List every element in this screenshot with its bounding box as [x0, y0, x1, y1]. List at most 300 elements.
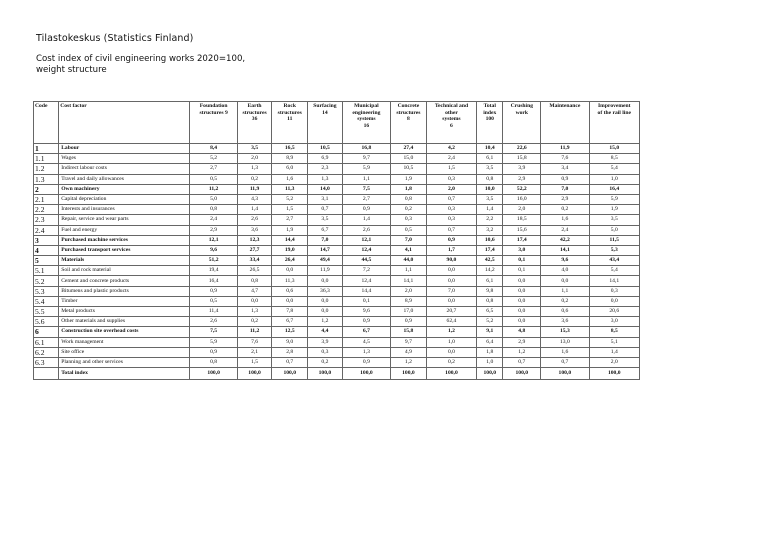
- cell-value: 1,9: [391, 174, 427, 184]
- cell-value: 3,9: [308, 337, 343, 347]
- row-code: [34, 368, 59, 380]
- cell-value: 1,2: [391, 357, 427, 367]
- total-value: 100,0: [477, 368, 503, 380]
- cell-value: 27,7: [237, 245, 272, 255]
- table-row: [34, 266, 640, 276]
- cell-value: 7,8: [272, 307, 308, 317]
- cell-value: 12,5: [272, 327, 308, 337]
- cell-value: 42,5: [477, 256, 503, 266]
- cell-value: 7,6: [541, 154, 589, 164]
- cell-value: 2,7: [272, 215, 308, 225]
- table-row: [34, 144, 640, 154]
- row-code: 1: [34, 144, 59, 154]
- cell-value: 10,4: [477, 144, 503, 154]
- cell-value: 8,5: [589, 327, 640, 337]
- cell-value: 5,0: [589, 225, 640, 235]
- cell-value: 15,3: [541, 327, 589, 337]
- weight-structure-table: [33, 101, 640, 380]
- header-line: 14: [322, 109, 328, 116]
- header-line: Surfacing: [313, 103, 337, 109]
- header-line: Total: [483, 103, 496, 109]
- cell-value: 18,5: [503, 215, 541, 225]
- row-cost-factor: Soil and rock material: [59, 266, 190, 276]
- cell-value: 12,1: [342, 235, 390, 245]
- row-cost-factor: Metal products: [59, 307, 190, 317]
- header-line: Maintenance: [549, 103, 581, 109]
- cell-value: 15,6: [503, 225, 541, 235]
- table-row: [34, 317, 640, 327]
- total-value: 100,0: [308, 368, 343, 380]
- cell-value: 5,2: [190, 154, 237, 164]
- header-line: 6: [450, 122, 453, 129]
- cell-value: 11,4: [190, 307, 237, 317]
- header-col-5: [391, 102, 427, 144]
- cell-value: 0,3: [426, 215, 476, 225]
- cell-value: 6,7: [272, 317, 308, 327]
- cell-value: 1,0: [589, 174, 640, 184]
- cell-value: 17,0: [391, 307, 427, 317]
- cell-value: 20,6: [589, 307, 640, 317]
- cell-value: 17,4: [477, 245, 503, 255]
- cell-value: 6,1: [477, 276, 503, 286]
- cell-value: 1,2: [308, 317, 343, 327]
- header-line: structures 9: [199, 109, 228, 116]
- cell-value: 1,8: [391, 184, 427, 194]
- cell-value: 0,3: [426, 205, 476, 215]
- table-title: [36, 54, 245, 76]
- cell-value: 44,5: [342, 256, 390, 266]
- cell-value: 0,2: [237, 317, 272, 327]
- cell-value: 1,9: [589, 205, 640, 215]
- cell-value: 1,6: [541, 215, 589, 225]
- table-row: [34, 235, 640, 245]
- cell-value: 5,3: [589, 245, 640, 255]
- cell-value: 3,6: [237, 225, 272, 235]
- cell-value: 2,9: [541, 194, 589, 204]
- cell-value: 1,3: [342, 347, 390, 357]
- row-code: 4: [34, 245, 59, 255]
- table-row: [34, 184, 640, 194]
- cell-value: 12,1: [190, 235, 237, 245]
- header-col-6: [426, 102, 476, 144]
- table-row: [34, 327, 640, 337]
- cell-value: 42,2: [541, 235, 589, 245]
- header-col-8: [503, 102, 541, 144]
- header-line: 100: [485, 116, 494, 123]
- header-line: Improvement: [597, 103, 631, 109]
- cell-value: 9,0: [272, 337, 308, 347]
- row-cost-factor: Bitumens and plastic products: [59, 286, 190, 296]
- cell-value: 0,0: [308, 307, 343, 317]
- header-row: [34, 102, 640, 144]
- header-col-1: [237, 102, 272, 144]
- cell-value: 9,6: [190, 245, 237, 255]
- cell-value: 0,8: [237, 276, 272, 286]
- row-code: 2.2: [34, 205, 59, 215]
- cell-value: 4,3: [237, 194, 272, 204]
- cell-value: 4,0: [541, 266, 589, 276]
- cell-value: 12,3: [237, 235, 272, 245]
- cell-value: 1,3: [308, 174, 343, 184]
- row-cost-factor: Other materials and supplies: [59, 317, 190, 327]
- cell-value: 6,1: [477, 154, 503, 164]
- cell-value: 22,6: [503, 144, 541, 154]
- cell-value: 14,4: [272, 235, 308, 245]
- cell-value: 1,8: [477, 347, 503, 357]
- cell-value: 0,9: [342, 317, 390, 327]
- header-line: Municipal: [354, 103, 379, 109]
- cell-value: 1,6: [541, 347, 589, 357]
- row-code: 6: [34, 327, 59, 337]
- cell-value: 1,4: [237, 205, 272, 215]
- cell-value: 11,9: [308, 266, 343, 276]
- cell-value: 14,7: [308, 245, 343, 255]
- cell-value: 0,0: [272, 296, 308, 306]
- row-code: 6.1: [34, 337, 59, 347]
- cell-value: 5,4: [589, 266, 640, 276]
- cell-value: 3,1: [308, 194, 343, 204]
- cell-value: 15,0: [589, 144, 640, 154]
- cell-value: 0,0: [426, 296, 476, 306]
- header-line: 16: [363, 122, 370, 129]
- cell-value: 5,9: [190, 337, 237, 347]
- row-code: 1.2: [34, 164, 59, 174]
- cell-value: 0,0: [237, 296, 272, 306]
- cell-value: 1,2: [503, 347, 541, 357]
- cell-value: 44,0: [391, 256, 427, 266]
- header-line: structures: [277, 109, 302, 116]
- row-cost-factor: Materials: [59, 256, 190, 266]
- header-col-7: [477, 102, 503, 144]
- row-code: 3: [34, 235, 59, 245]
- row-code: 2.1: [34, 194, 59, 204]
- cell-value: 8,5: [589, 154, 640, 164]
- table-row: [34, 256, 640, 266]
- table-row: [34, 245, 640, 255]
- header-line: 11: [287, 116, 293, 123]
- cell-value: 0,8: [190, 357, 237, 367]
- header-line: of the rail line: [597, 109, 631, 116]
- header-line: Concrete: [397, 103, 420, 109]
- header-line: Foundation: [199, 103, 228, 109]
- table-row: [34, 357, 640, 367]
- row-cost-factor: Interests and insurances: [59, 205, 190, 215]
- cell-value: 5,2: [272, 194, 308, 204]
- cell-value: 8,9: [391, 296, 427, 306]
- cell-value: 19,0: [272, 245, 308, 255]
- cell-value: 1,5: [272, 205, 308, 215]
- cell-value: 17,4: [503, 235, 541, 245]
- row-code: 6.3: [34, 357, 59, 367]
- cell-value: 6,4: [477, 337, 503, 347]
- cell-value: 3,5: [589, 215, 640, 225]
- cell-value: 4,5: [342, 337, 390, 347]
- row-code: 5.2: [34, 276, 59, 286]
- total-value: 100,0: [272, 368, 308, 380]
- cell-value: 0,2: [541, 296, 589, 306]
- cell-value: 2,3: [308, 164, 343, 174]
- cell-value: 11,9: [541, 144, 589, 154]
- cell-value: 7,5: [190, 327, 237, 337]
- row-cost-factor: Fuel and energy: [59, 225, 190, 235]
- cell-value: 0,0: [503, 286, 541, 296]
- cell-value: 7,2: [342, 266, 390, 276]
- row-cost-factor: Capital depreciation: [59, 194, 190, 204]
- cell-value: 26,5: [237, 266, 272, 276]
- cell-value: 7,0: [541, 184, 589, 194]
- table-row: [34, 194, 640, 204]
- row-cost-factor: Travel and daily allowances: [59, 174, 190, 184]
- cell-value: 2,0: [426, 184, 476, 194]
- header-col-9: [541, 102, 589, 144]
- cell-value: 9,1: [477, 327, 503, 337]
- cell-value: 10,5: [308, 144, 343, 154]
- cell-value: 0,9: [190, 286, 237, 296]
- cell-value: 2,1: [237, 347, 272, 357]
- cell-value: 1,0: [426, 337, 476, 347]
- cell-value: 6,5: [477, 307, 503, 317]
- cell-value: 0,0: [272, 266, 308, 276]
- cell-value: 0,7: [426, 225, 476, 235]
- header-line: work: [515, 109, 529, 116]
- cell-value: 52,2: [503, 184, 541, 194]
- title-line: weight structure: [36, 65, 107, 75]
- cell-value: 14,1: [391, 276, 427, 286]
- cell-value: 5,0: [190, 194, 237, 204]
- cell-value: 3,5: [477, 194, 503, 204]
- row-cost-factor: Planning and other services: [59, 357, 190, 367]
- cell-value: 0,5: [391, 225, 427, 235]
- table-row: [34, 154, 640, 164]
- cell-value: 0,0: [426, 276, 476, 286]
- cell-value: 2,0: [503, 205, 541, 215]
- row-cost-factor: Work management: [59, 337, 190, 347]
- header-line: Crushing: [510, 103, 533, 109]
- cell-value: 14,2: [477, 266, 503, 276]
- row-code: 5.5: [34, 307, 59, 317]
- cell-value: 1,4: [342, 215, 390, 225]
- cell-value: 43,4: [589, 256, 640, 266]
- total-label: Total index: [59, 368, 190, 380]
- cell-value: 0,2: [391, 205, 427, 215]
- cell-value: 7,0: [308, 235, 343, 245]
- cell-value: 2,6: [342, 225, 390, 235]
- cell-value: 5,4: [589, 164, 640, 174]
- cell-value: 27,4: [391, 144, 427, 154]
- cell-value: 62,4: [426, 317, 476, 327]
- cell-value: 4,7: [237, 286, 272, 296]
- cell-value: 0,5: [190, 174, 237, 184]
- cell-value: 0,6: [541, 307, 589, 317]
- cell-value: 0,9: [342, 357, 390, 367]
- cell-value: 0,1: [503, 266, 541, 276]
- total-value: 100,0: [237, 368, 272, 380]
- cell-value: 2,4: [541, 225, 589, 235]
- cell-value: 0,9: [190, 347, 237, 357]
- cell-value: 2,4: [190, 215, 237, 225]
- row-code: 5.1: [34, 266, 59, 276]
- cell-value: 9,6: [541, 256, 589, 266]
- cell-value: 16,4: [190, 276, 237, 286]
- total-value: 100,0: [342, 368, 390, 380]
- row-cost-factor: Labour: [59, 144, 190, 154]
- table-row: [34, 337, 640, 347]
- table-row: [34, 164, 640, 174]
- cell-value: 0,0: [589, 296, 640, 306]
- header-line: Technical and: [434, 103, 469, 109]
- row-cost-factor: Cement and concrete products: [59, 276, 190, 286]
- cell-value: 11,2: [237, 327, 272, 337]
- cell-value: 2,7: [190, 164, 237, 174]
- cell-value: 15,8: [391, 327, 427, 337]
- cell-value: 0,0: [503, 276, 541, 286]
- row-code: 2: [34, 184, 59, 194]
- header-line: structures: [396, 109, 421, 116]
- row-code: 2.3: [34, 215, 59, 225]
- cell-value: 10,6: [477, 235, 503, 245]
- cell-value: 11,9: [237, 184, 272, 194]
- row-cost-factor: Timber: [59, 296, 190, 306]
- cell-value: 6,7: [308, 225, 343, 235]
- header-cost-factor: Cost factor: [59, 102, 190, 144]
- cell-value: 1,3: [237, 164, 272, 174]
- cell-value: 0,1: [503, 256, 541, 266]
- cell-value: 3,5: [308, 215, 343, 225]
- cell-value: 0,0: [503, 317, 541, 327]
- cell-value: 1,1: [342, 174, 390, 184]
- cell-value: 2,9: [503, 174, 541, 184]
- cell-value: 1,4: [589, 347, 640, 357]
- cell-value: 33,4: [237, 256, 272, 266]
- header-col-3: [308, 102, 343, 144]
- cell-value: 0,2: [308, 357, 343, 367]
- cell-value: 15,0: [391, 154, 427, 164]
- cell-value: 3,6: [541, 317, 589, 327]
- cell-value: 20,7: [426, 307, 476, 317]
- cell-value: 0,6: [272, 286, 308, 296]
- row-cost-factor: Own machinery: [59, 184, 190, 194]
- cell-value: 0,7: [272, 357, 308, 367]
- total-value: 100,0: [190, 368, 237, 380]
- header-code: Code: [34, 102, 59, 144]
- row-code: 2.4: [34, 225, 59, 235]
- cell-value: 5,2: [477, 317, 503, 327]
- cell-value: 1,1: [541, 286, 589, 296]
- cell-value: 3,0: [503, 245, 541, 255]
- cell-value: 2,4: [426, 154, 476, 164]
- cell-value: 10,0: [477, 184, 503, 194]
- cell-value: 1,5: [426, 164, 476, 174]
- cell-value: 14,1: [541, 245, 589, 255]
- table-row: [34, 307, 640, 317]
- cell-value: 12,4: [342, 276, 390, 286]
- cell-value: 0,8: [190, 205, 237, 215]
- row-code: 6.2: [34, 347, 59, 357]
- row-cost-factor: Construction site overhead costs: [59, 327, 190, 337]
- cell-value: 0,3: [589, 286, 640, 296]
- cell-value: 16,4: [589, 184, 640, 194]
- cell-value: 8,9: [272, 154, 308, 164]
- cell-value: 3,9: [503, 164, 541, 174]
- cell-value: 6,9: [308, 154, 343, 164]
- cell-value: 9,7: [391, 337, 427, 347]
- total-value: 100,0: [391, 368, 427, 380]
- header-line: index: [483, 109, 497, 116]
- cell-value: 0,0: [426, 347, 476, 357]
- row-code: 1.3: [34, 174, 59, 184]
- total-value: 100,0: [541, 368, 589, 380]
- source-label: Tilastokeskus (Statistics Finland): [36, 33, 194, 44]
- cell-value: 7,0: [391, 235, 427, 245]
- table-row: [34, 296, 640, 306]
- cell-value: 10,5: [391, 164, 427, 174]
- cell-value: 1,7: [426, 245, 476, 255]
- cell-value: 16,5: [272, 144, 308, 154]
- header-col-4: [342, 102, 390, 144]
- cell-value: 6,7: [342, 327, 390, 337]
- cell-value: 2,0: [589, 357, 640, 367]
- cell-value: 2,6: [190, 317, 237, 327]
- cell-value: 2,0: [237, 154, 272, 164]
- table-row: [34, 276, 640, 286]
- cell-value: 9,6: [342, 307, 390, 317]
- cell-value: 0,9: [426, 235, 476, 245]
- cell-value: 0,2: [541, 205, 589, 215]
- cell-value: 1,3: [237, 307, 272, 317]
- cell-value: 5,1: [589, 337, 640, 347]
- total-value: 100,0: [589, 368, 640, 380]
- row-code: 1.1: [34, 154, 59, 164]
- cell-value: 0,9: [342, 205, 390, 215]
- cell-value: 0,2: [426, 357, 476, 367]
- cell-value: 9,7: [342, 154, 390, 164]
- cell-value: 0,8: [477, 174, 503, 184]
- cell-value: 2,9: [503, 337, 541, 347]
- table-row: [34, 215, 640, 225]
- cell-value: 11,2: [190, 184, 237, 194]
- cell-value: 2,0: [391, 286, 427, 296]
- cell-value: 0,7: [426, 194, 476, 204]
- cell-value: 2,2: [477, 215, 503, 225]
- header-line: Rock: [283, 103, 296, 109]
- cell-value: 2,6: [237, 215, 272, 225]
- cell-value: 16,8: [342, 144, 390, 154]
- cell-value: 1,0: [477, 357, 503, 367]
- row-cost-factor: Indirect labour costs: [59, 164, 190, 174]
- cell-value: 0,0: [503, 296, 541, 306]
- row-code: 5: [34, 256, 59, 266]
- header-col-2: [272, 102, 308, 144]
- cell-value: 19,4: [190, 266, 237, 276]
- row-cost-factor: Site office: [59, 347, 190, 357]
- total-value: 100,0: [503, 368, 541, 380]
- total-row: [34, 368, 640, 380]
- cell-value: 0,7: [308, 205, 343, 215]
- cell-value: 14,0: [308, 184, 343, 194]
- table-row: [34, 205, 640, 215]
- row-cost-factor: Repair, service and wear parts: [59, 215, 190, 225]
- cell-value: 0,0: [308, 276, 343, 286]
- cell-value: 1,6: [272, 174, 308, 184]
- cell-value: 4,2: [426, 144, 476, 154]
- header-line: 8: [407, 116, 410, 123]
- cell-value: 0,3: [391, 215, 427, 225]
- cell-value: 7,0: [426, 286, 476, 296]
- cell-value: 1,4: [477, 205, 503, 215]
- cell-value: 6,0: [272, 164, 308, 174]
- cell-value: 11,3: [272, 276, 308, 286]
- table-row: [34, 225, 640, 235]
